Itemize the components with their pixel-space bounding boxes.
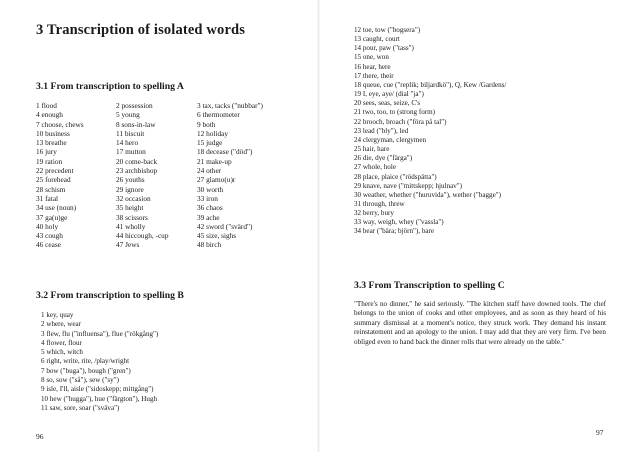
word-item: 28 schism xyxy=(36,184,66,194)
list-item: 30 weather, whether ("huruvida"), wether ("bagge") xyxy=(354,190,502,199)
word-item: 13 breathe xyxy=(36,138,67,148)
word-item: 24 other xyxy=(197,166,222,176)
list-item: 29 knave, nave ("mittskepp; hjulnav") xyxy=(354,181,463,190)
section-b-list xyxy=(41,311,158,413)
list-item: 6 right, write, rite, /play/wright xyxy=(41,357,130,366)
word-item: 14 hero xyxy=(116,138,139,148)
word-item: 12 holiday xyxy=(197,128,229,138)
word-item: 4 enough xyxy=(36,110,63,120)
word-item: 38 scissors xyxy=(116,212,148,222)
word-item: 15 judge xyxy=(197,138,223,148)
word-item: 35 height xyxy=(116,203,144,213)
word-item: 1 flood xyxy=(36,101,57,110)
list-item: 8 so, sow ("så"), sew ("sy") xyxy=(41,376,119,385)
list-item: 11 saw, sore, soar ("sväva") xyxy=(41,403,120,412)
list-item: 17 there, their xyxy=(354,71,394,80)
list-item: 13 caught, court xyxy=(354,35,400,44)
list-item: 16 hear, here xyxy=(354,62,391,71)
word-item: 29 ignore xyxy=(116,184,144,194)
list-item: 4 flower, flour xyxy=(41,338,82,347)
word-item: 2 possession xyxy=(116,101,153,110)
word-item: 37 ga(u)ge xyxy=(36,212,68,222)
list-item: 31 through, threw xyxy=(354,199,405,208)
word-item: 23 archbishop xyxy=(116,166,158,176)
section-c-heading: 3.3 From Transcription to spelling C xyxy=(354,280,505,291)
list-item: 9 isle, I'll, aisle ("sidoskepp; mittgång") xyxy=(41,385,154,394)
list-item: 24 clergyman, clergymen xyxy=(354,135,427,144)
word-item: 26 youths xyxy=(116,175,145,185)
word-item: 20 come-back xyxy=(116,156,158,166)
word-item: 5 young xyxy=(116,110,140,120)
list-item: 25 hair, hare xyxy=(354,145,390,154)
section-a-word-grid xyxy=(36,101,312,250)
list-item: 22 brooch, broach ("föra på tal") xyxy=(354,117,447,126)
word-item: 3 tax, tacks ("nubbar") xyxy=(197,101,263,110)
list-item: 32 berry, bury xyxy=(354,209,394,218)
list-item: 3 flew, flu ("influensa"), flue ("rökgång") xyxy=(41,329,159,338)
word-item: 40 holy xyxy=(36,221,59,231)
list-item: 20 sees, seas, seize, C's xyxy=(354,99,421,108)
word-item: 36 chaos xyxy=(197,203,223,213)
list-item: 7 bow ("buga"), bough ("gren") xyxy=(41,366,131,375)
word-item: 16 jury xyxy=(36,147,57,157)
word-item: 47 Jews xyxy=(116,240,140,250)
list-item: 27 whole, hole xyxy=(354,163,396,172)
word-item: 44 hiccough, -cup xyxy=(116,231,169,241)
word-item: 46 cease xyxy=(36,240,61,250)
book-gutter xyxy=(317,0,320,452)
word-item: 21 make-up xyxy=(197,156,232,166)
section-c-passage: "There's no dinner," he said seriously. "The kitchen staff have downed tools. The chef belongs to the union of cooks and other employees, and as soon as they heard of his summary dismissal at a moment's notice, they struck work. They demand his instant reinstatement and an apology to the union. I may add that they are very firm. I've been obliged even to hand back the dinner rolls that were already on the table." xyxy=(354,300,606,346)
word-item: 27 glamo(u)r xyxy=(197,175,236,185)
word-item: 42 sword ("svärd") xyxy=(197,221,253,231)
word-item: 25 forehead xyxy=(36,175,71,185)
word-item: 30 worth xyxy=(197,184,224,194)
word-item: 6 thermometer xyxy=(197,110,240,120)
page-number-right: 97 xyxy=(596,428,604,437)
list-item: 5 which, witch xyxy=(41,348,83,357)
section-b-heading: 3.2 From transcription to spelling B xyxy=(36,290,184,301)
word-item: 7 choose, chews xyxy=(36,119,84,129)
list-item: 19 I, eye, aye/ (dial "ja") xyxy=(354,90,424,99)
word-item: 33 iron xyxy=(197,193,218,203)
list-item: 15 one, won xyxy=(354,53,389,62)
word-item: 48 birch xyxy=(197,240,222,250)
section-a-heading: 3.1 From transcription to spelling A xyxy=(36,81,184,92)
chapter-title: 3 Transcription of isolated words xyxy=(36,22,246,38)
word-item: 8 sons-in-law xyxy=(116,119,156,129)
word-item: 17 mutton xyxy=(116,147,146,157)
word-item: 34 use (noun) xyxy=(36,203,77,213)
list-item: 23 lead ("bly"), led xyxy=(354,126,409,135)
word-item: 9 both xyxy=(197,119,216,129)
word-item: 45 size, sighs xyxy=(197,231,237,241)
word-item: 32 occasion xyxy=(116,193,151,203)
word-item: 22 precedent xyxy=(36,166,74,176)
list-item: 12 toe, tow ("bogsera") xyxy=(354,26,421,34)
page-number-left: 96 xyxy=(36,432,44,441)
word-item: 19 ration xyxy=(36,156,63,166)
word-item: 18 decease ("död") xyxy=(197,147,253,157)
list-item: 34 bear ("bära; björn"), bare xyxy=(354,227,435,236)
word-item: 11 biscuit xyxy=(116,128,145,138)
list-item: 1 key, quay xyxy=(41,311,74,319)
word-item: 39 ache xyxy=(197,212,220,222)
list-item: 18 queue, cue ("replik; biljardkö"), Q, Kew /Gardens/ xyxy=(354,80,507,89)
list-item: 26 die, dye ("färga") xyxy=(354,154,413,163)
word-item: 10 business xyxy=(36,128,70,138)
list-item: 14 pour, paw ("tass") xyxy=(354,44,414,53)
word-item: 41 wholly xyxy=(116,221,146,231)
list-item: 10 hew ("hugga"), hue ("färgton"), Hugh xyxy=(41,394,158,403)
word-item: 43 cough xyxy=(36,231,63,241)
list-item: 21 two, too, to (strong form) xyxy=(354,108,435,117)
list-item: 28 place, plaice ("rödspätta") xyxy=(354,172,437,181)
section-b-list-continued xyxy=(354,26,506,237)
word-item: 31 fatal xyxy=(36,193,59,203)
list-item: 33 way, weigh, whey ("vassla") xyxy=(354,218,444,227)
list-item: 2 where, wear xyxy=(41,320,81,329)
